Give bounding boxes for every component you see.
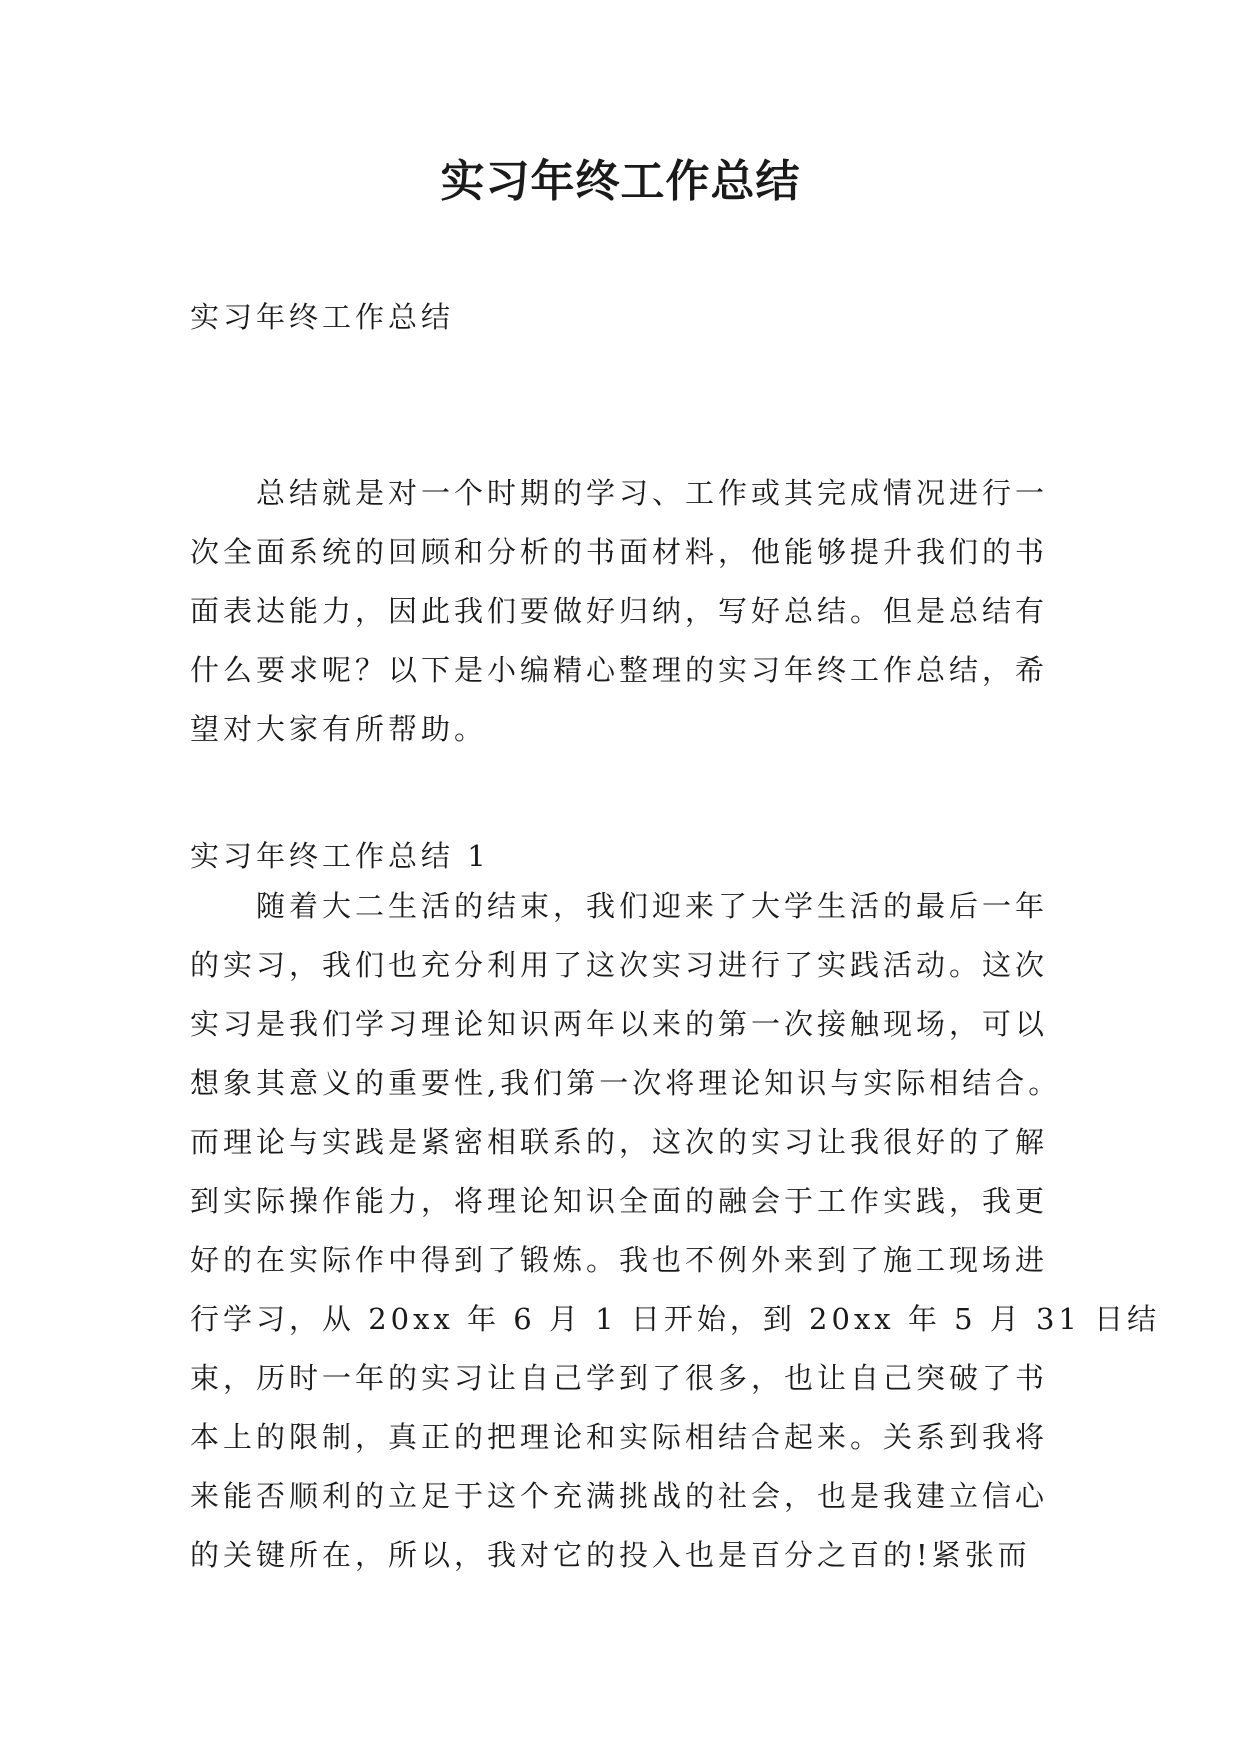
- section-line: 实习是我们学习理论知识两年以来的第一次接触现场，可以: [190, 1007, 1049, 1041]
- intro-paragraph: [190, 464, 1070, 759]
- section-line: 来能否顺利的立足于这个充满挑战的社会，也是我建立信心: [190, 1479, 1049, 1513]
- intro-line: 什么要求呢？以下是小编精心整理的实习年终工作总结，希: [190, 653, 1049, 687]
- section-line: 想象其意义的重要性,我们第一次将理论知识与实际相结合。: [190, 1066, 1062, 1100]
- section-heading: 实习年终工作总结 1: [190, 839, 490, 873]
- document-subtitle: 实习年终工作总结: [190, 300, 455, 334]
- section-line: 随着大二生活的结束，我们迎来了大学生活的最后一年: [190, 889, 1049, 923]
- section-line: 的关键所在，所以，我对它的投入也是百分之百的!紧张而: [190, 1538, 1031, 1572]
- section-line: 而理论与实践是紧密相联系的，这次的实习让我很好的了解: [190, 1125, 1049, 1159]
- section-line: 好的在实际作中得到了锻炼。我也不例外来到了施工现场进: [190, 1243, 1049, 1277]
- section-line: 到实际操作能力，将理论知识全面的融会于工作实践，我更: [190, 1184, 1049, 1218]
- intro-line: 次全面系统的回顾和分析的书面材料，他能够提升我们的书: [190, 535, 1049, 569]
- section-line: 的实习，我们也充分利用了这次实习进行了实践活动。这次: [190, 948, 1049, 982]
- section-line: 束，历时一年的实习让自己学到了很多，也让自己突破了书: [190, 1361, 1049, 1395]
- intro-line: 面表达能力，因此我们要做好归纳，写好总结。但是总结有: [190, 594, 1049, 628]
- section-line: 行学习，从 20xx 年 6 月 1 日开始，到 20xx 年 5 月 31 日结: [190, 1302, 1161, 1336]
- intro-line: 总结就是对一个时期的学习、工作或其完成情况进行一: [190, 476, 1049, 510]
- intro-line: 望对大家有所帮助。: [190, 712, 488, 746]
- section-paragraph: [190, 877, 1161, 1585]
- section-line: 本上的限制，真正的把理论和实际相结合起来。关系到我将: [190, 1420, 1049, 1454]
- document-title: 实习年终工作总结: [440, 156, 801, 207]
